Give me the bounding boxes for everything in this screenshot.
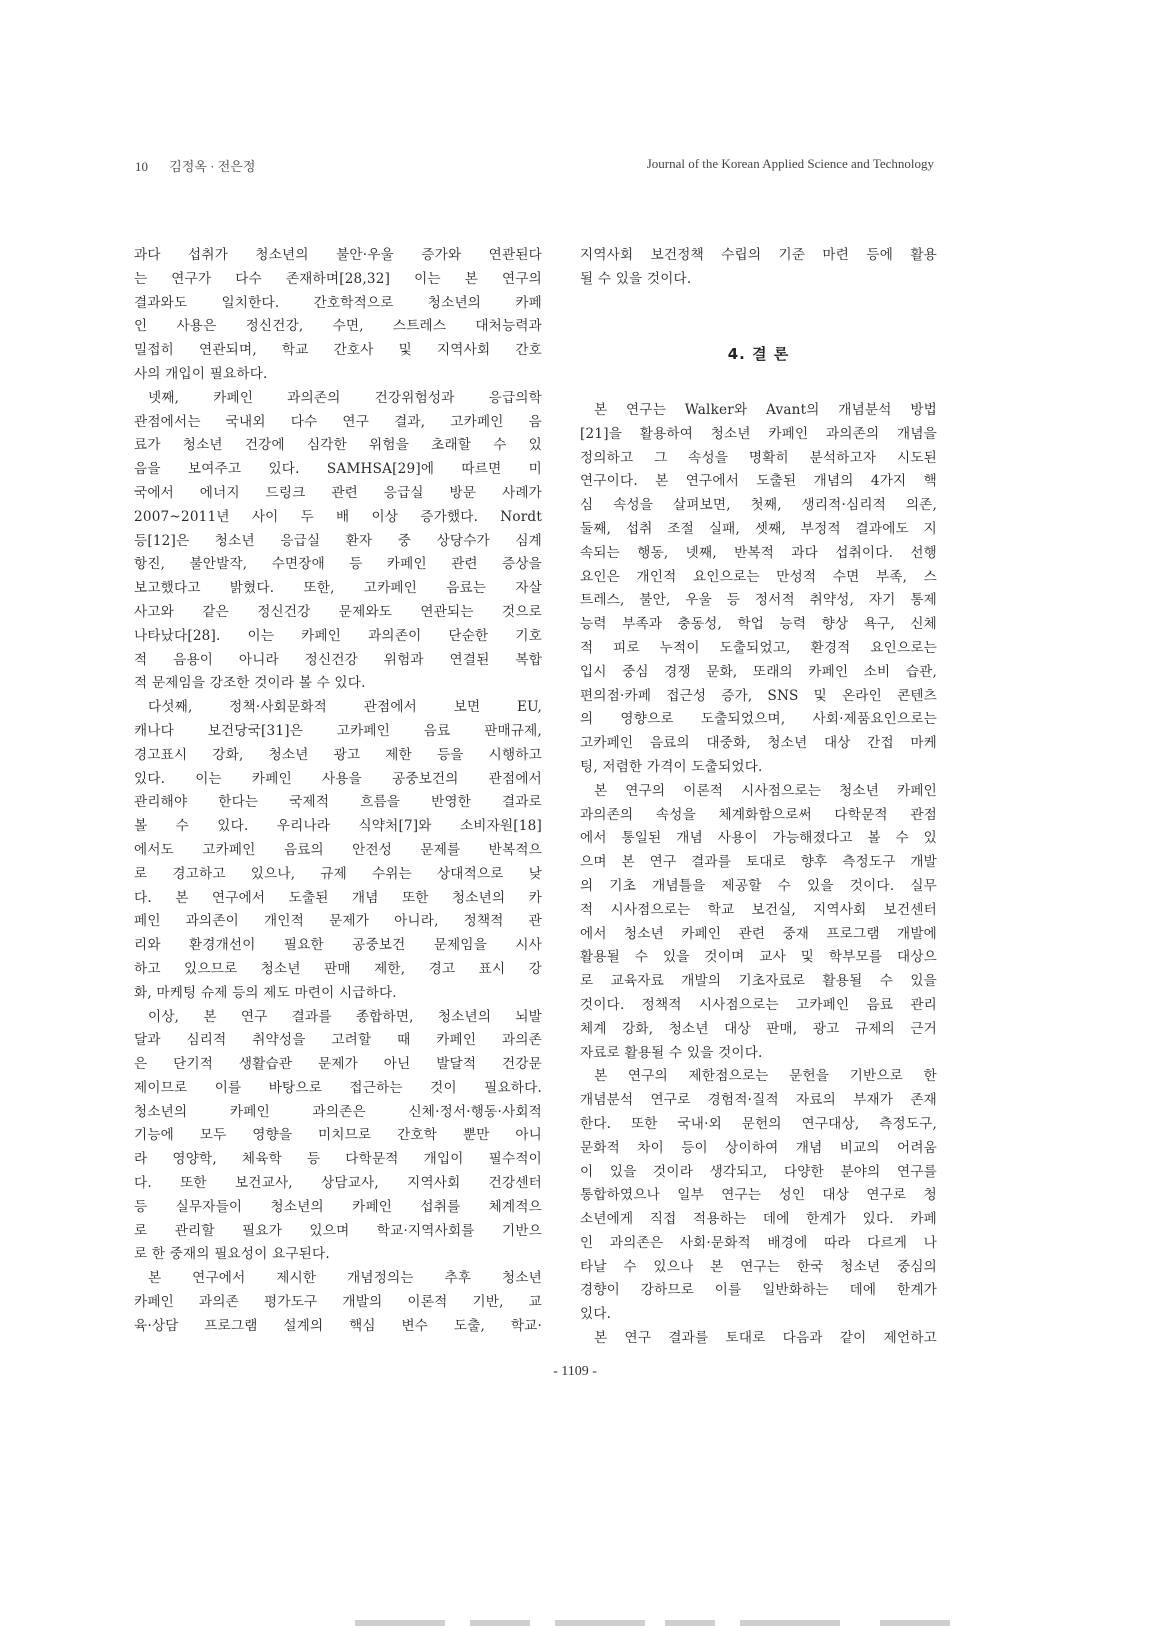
text-line: 팅, 저렴한 가격이 도출되었다. [580,758,763,775]
text-line: 본 연구에서 제시한 개념정의는 추후 청소년 [148,1270,542,1287]
text-line: [21]을 활용하여 청소년 카페인 과의존의 개념을 [580,425,937,442]
text-line: 있다. [580,1306,612,1323]
text-line: 본 연구는 Walker와 Avant의 개념분석 방법 [594,402,937,418]
header-authors: 김정옥 · 전은정 [169,159,256,174]
text-line: 화, 마케팅 슈제 등의 제도 마련이 시급하다. [134,984,397,1001]
text-line: 국에서 에너지 드링크 관련 응급실 방문 사례가 [134,484,542,501]
text-line: 것이다. 정책적 시사점으로는 고카페인 음료 관리 [580,996,937,1013]
text-line: 에서 통일된 개념 사용이 가능해졌다고 볼 수 있 [580,830,937,847]
text-line: 의 기초 개념틀을 제공할 수 있을 것이다. 실무 [580,877,937,894]
paragraph [134,1006,542,1268]
paragraph [580,780,937,1066]
text-line: 편의점·카페 접근성 증가, SNS 및 온라인 콘텐츠 [580,687,937,704]
text-line: 사고와 같은 정신건강 문제와도 연관되는 것으로 [134,603,542,620]
text-line: 다섯째, 정책·사회문화적 관점에서 보면 EU, [148,699,542,716]
text-line: 육·상담 프로그램 설계의 핵심 변수 도출, 학교· [134,1317,542,1334]
paragraph [134,1267,542,1338]
text-line: 료가 청소년 건강에 심각한 위험을 초래할 수 있 [134,437,542,454]
paragraph [580,399,937,780]
text-line: 연구이다. 본 연구에서 도출된 개념의 4가지 핵 [580,473,937,490]
text-line: 트레스, 불안, 우울 등 정서적 취약성, 자기 통제 [580,592,937,609]
text-line: 문화적 차이 등이 상이하여 개념 비교의 어려움 [580,1139,937,1156]
text-line: 로 한 중재의 필요성이 요구된다. [134,1246,330,1263]
text-line: 이상, 본 연구 결과를 종합하면, 청소년의 뇌발 [148,1008,542,1025]
text-line: 하고 있으므로 청소년 판매 제한, 경고 표시 강 [134,960,542,977]
text-line: 활용될 수 있을 것이며 교사 및 학부모를 대상으 [580,949,937,966]
paragraph [580,1327,937,1351]
text-line: 캐나다 보건당국[31]은 고카페인 음료 판매규제, [134,722,542,739]
text-line: 에서도 고카페인 음료의 안전성 문제를 반복적으 [134,841,542,858]
text-line: 등[12]은 청소년 응급실 환자 중 상당수가 심계 [134,532,542,549]
text-line: 입시 중심 경쟁 문화, 또래의 카페인 소비 습관, [580,663,937,680]
cut-off-text-fragment [880,1620,950,1626]
text-line: 인 과의존은 사회·문화적 배경에 따라 다르게 나 [580,1234,937,1251]
paragraph [580,244,937,292]
paragraph [134,387,542,696]
text-line: 2007~2011년 사이 두 배 이상 증가했다. Nordt [134,508,542,525]
text-line: 자료로 활용될 수 있을 것이다. [580,1044,763,1061]
text-line: 은 단기적 생활습관 문제가 아닌 발달적 건강문 [134,1056,542,1073]
text-line: 속되는 행동, 넷째, 반복적 과다 섭취이다. 선행 [580,544,937,561]
text-line: 지역사회 보건정책 수립의 기준 마련 등에 활용 [580,247,937,263]
text-line: 심 속성을 살펴보면, 첫째, 생리적·심리적 의존, [580,497,937,514]
text-line: 관리해야 한다는 국제적 흐름을 반영한 결과로 [134,794,542,811]
text-line: 보고했다고 밝혔다. 또한, 고카페인 음료는 자살 [134,580,542,597]
text-line: 있다. 이는 카페인 사용을 공중보건의 관점에서 [134,770,542,787]
text-line: 과의존의 속성을 체계화함으로써 다학문적 관점 [580,806,937,823]
text-line: 통합하였으나 일부 연구는 성인 대상 연구로 청 [580,1187,937,1204]
text-line: 페인 과의존이 개인적 문제가 아니라, 정책적 관 [134,913,542,930]
cut-off-text-fragment [470,1620,530,1626]
text-line: 관점에서는 국내외 다수 연구 결과, 고카페인 음 [134,413,542,430]
text-line: 청소년의 카페인 과의존은 신체·정서·행동·사회적 [134,1103,542,1120]
cut-off-text-fragment [740,1620,840,1626]
left-column [134,244,542,1339]
text-line: 과다 섭취가 청소년의 불안·우울 증가와 연관된다 [134,247,542,263]
text-line: 요인은 개인적 요인으로는 만성적 수면 부족, 스 [580,568,937,585]
text-line: 에서 청소년 카페인 관련 중재 프로그램 개발에 [580,925,937,942]
cut-off-text-fragment [555,1620,645,1626]
text-line: 사의 개입이 필요하다. [134,365,268,382]
section-heading-conclusion: 4. 결 론 [727,345,790,363]
text-line: 으며 본 연구 결과를 토대로 향후 측정도구 개발 [580,854,937,871]
text-line: 기능에 모두 영향을 미치므로 간호학 뿐만 아니 [134,1127,542,1144]
text-line: 이 있을 것이라 생각되고, 다양한 분야의 연구를 [580,1163,937,1180]
text-line: 본 연구 결과를 토대로 다음과 같이 제언하고 [594,1330,937,1347]
text-line: 로 경고하고 있으나, 규제 수위는 상대적으로 낮 [134,865,542,882]
text-line: 결과와도 일치한다. 간호학적으로 청소년의 카페 [134,294,542,311]
text-line: 경향이 강하므로 이를 일반화하는 데에 한계가 [580,1282,937,1299]
text-line: 체계 강화, 청소년 대상 판매, 광고 규제의 근거 [580,1020,937,1037]
text-line: 다. 또한 보건교사, 상담교사, 지역사회 건강센터 [134,1175,542,1192]
text-line: 달과 심리적 취약성을 고려할 때 카페인 과의존 [134,1032,542,1049]
text-line: 본 연구의 이론적 시사점으로는 청소년 카페인 [594,782,937,799]
text-line: 한다. 또한 국내·외 문헌의 연구대상, 측정도구, [580,1115,937,1132]
text-line: 라 영양학, 체육학 등 다학문적 개입이 필수적이 [134,1151,542,1168]
text-line: 적 피로 누적이 도출되었고, 환경적 요인으로는 [580,639,937,656]
text-line: 음을 보여주고 있다. SAMHSA[29]에 따르면 미 [134,461,542,478]
text-line: 제이므로 이를 바탕으로 접근하는 것이 필요하다. [134,1079,542,1096]
text-line: 소년에게 직접 적용하는 데에 한계가 있다. 카페 [580,1211,937,1228]
text-line: 넷째, 카페인 과의존의 건강위험성과 응급의학 [148,389,542,406]
text-line: 고카페인 음료의 대중화, 청소년 대상 간접 마케 [580,735,937,752]
text-line: 나타났다[28]. 이는 카페인 과의존이 단순한 기호 [134,627,542,644]
text-line: 밀접히 연관되며, 학교 간호사 및 지역사회 간호 [134,342,542,359]
header-page-number: 10 [135,159,148,174]
text-line: 경고표시 강화, 청소년 광고 제한 등을 시행하고 [134,746,542,763]
text-line: 본 연구의 제한점으로는 문헌을 기반으로 한 [594,1068,937,1085]
text-line: 인 사용은 정신건강, 수면, 스트레스 대처능력과 [134,318,542,335]
text-line: 적 문제임을 강조한 것이라 볼 수 있다. [134,675,366,692]
page-number-footer: - 1109 - [553,1364,597,1379]
right-column-body [580,399,937,1351]
header-journal-title: Journal of the Korean Applied Science and Technology [646,156,934,171]
text-line: 적 음용이 아니라 정신건강 위험과 연결된 복합 [134,651,542,668]
cut-off-text-fragment [665,1620,715,1626]
text-line: 리와 환경개선이 필요한 공중보건 문제임을 시사 [134,937,542,954]
text-line: 로 교육자료 개발의 기초자료로 활용될 수 있을 [580,973,937,990]
text-line: 둘째, 섭취 조절 실패, 셋째, 부정적 결과에도 지 [580,520,937,537]
text-line: 로 관리할 필요가 있으며 학교·지역사회를 기반으 [134,1222,542,1239]
paragraph [580,1065,937,1327]
text-line: 정의하고 그 속성을 명확히 분석하고자 시도된 [580,449,937,466]
cut-off-text-fragment [355,1620,445,1626]
text-line: 적 시사점으로는 학교 보건실, 지역사회 보건센터 [580,901,937,918]
text-line: 카페인 과의존 평가도구 개발의 이론적 기반, 교 [134,1294,542,1311]
text-line: 는 연구가 다수 존재하며[28,32] 이는 본 연구의 [134,270,542,287]
text-line: 볼 수 있다. 우리나라 식약처[7]와 소비자원[18] [134,818,542,835]
text-line: 항진, 불안발작, 수면장애 등 카페인 관련 증상을 [134,556,542,573]
paragraph [134,244,542,387]
text-line: 다. 본 연구에서 도출된 개념 또한 청소년의 카 [134,889,542,906]
text-line: 의 영향으로 도출되었으며, 사회·제품요인으로는 [580,711,937,728]
text-line: 능력 부족과 충동성, 학업 능력 향상 욕구, 신체 [580,616,937,633]
running-header-left [135,156,255,175]
paragraph [134,696,542,1005]
text-line: 등 실무자들이 청소년의 카페인 섭취를 체계적으 [134,1198,542,1215]
text-line: 개념분석 연구로 경험적·질적 자료의 부재가 존재 [580,1092,937,1109]
right-column-top [580,244,937,292]
text-line: 될 수 있을 것이다. [580,270,692,287]
text-line: 타날 수 있으나 본 연구는 한국 청소년 중심의 [580,1258,937,1275]
